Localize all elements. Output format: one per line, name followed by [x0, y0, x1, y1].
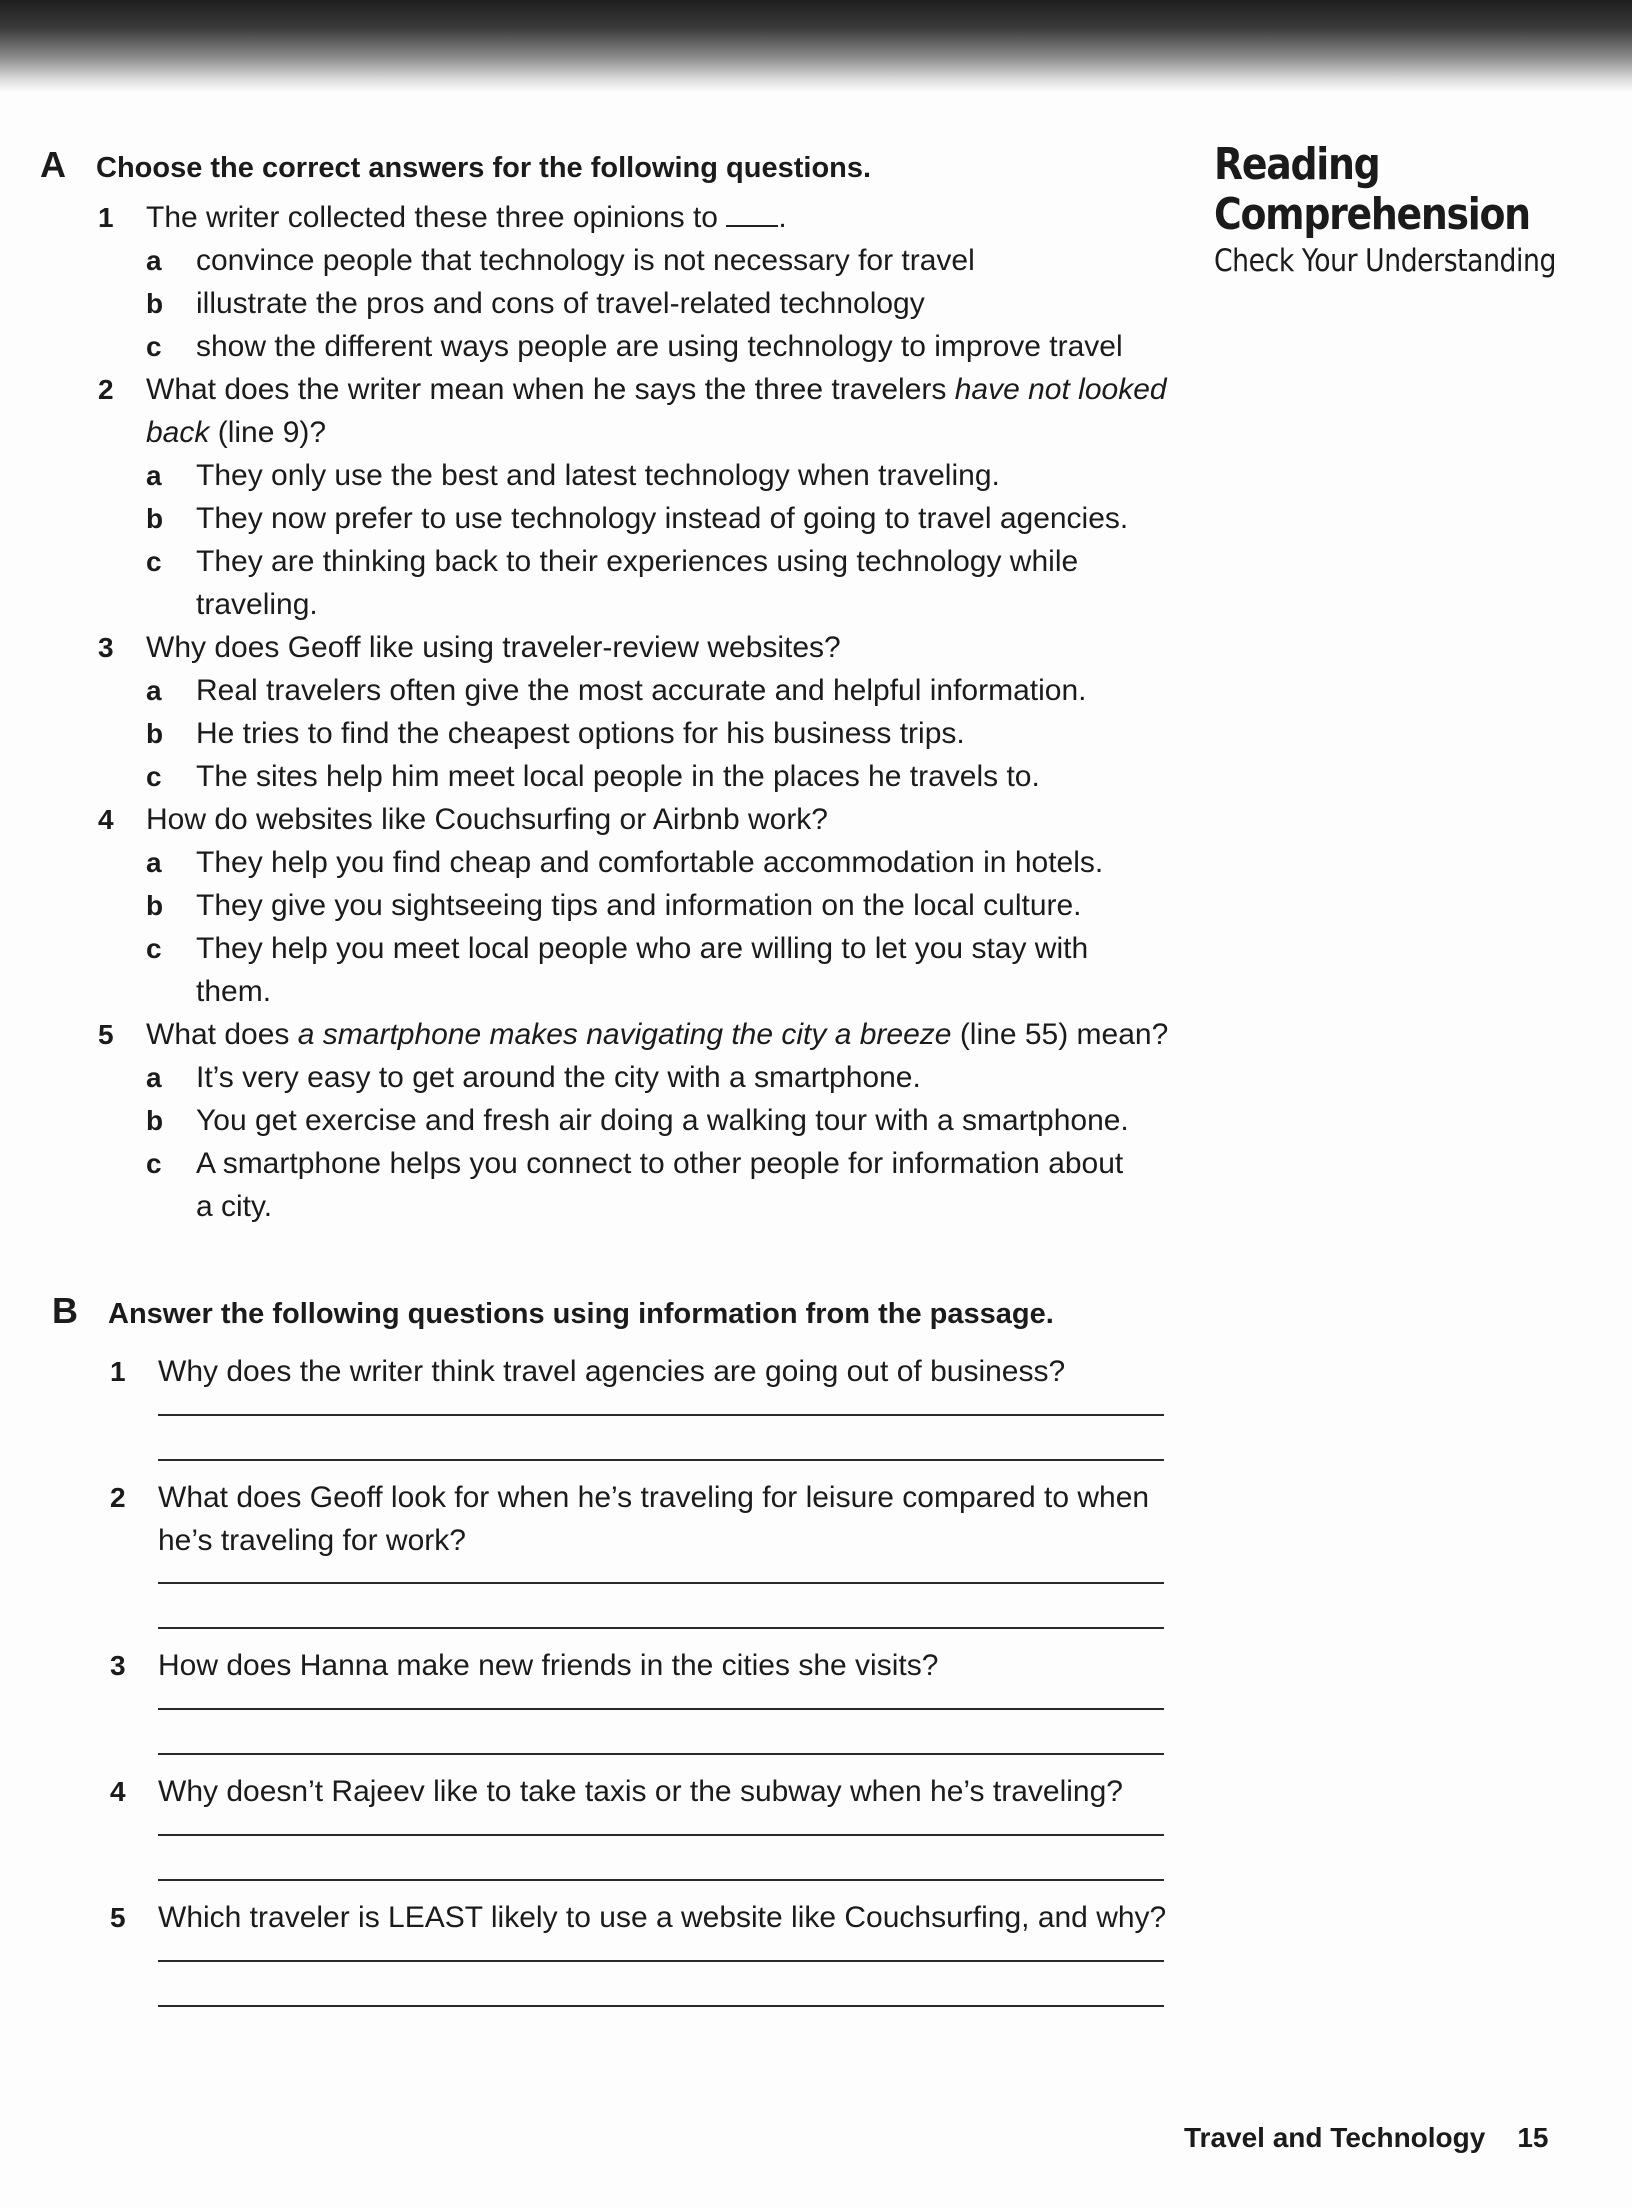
option-letter: a — [146, 1062, 162, 1093]
answer-line[interactable] — [158, 1414, 1164, 1416]
answer-line[interactable] — [158, 1960, 1164, 1962]
question-text-part: (line 55) mean? — [959, 1018, 1169, 1051]
sidebar-title-line1: Reading — [1214, 139, 1380, 190]
page-footer — [1184, 2122, 1548, 2154]
section-letter: A — [40, 144, 66, 185]
answer-line[interactable] — [158, 1459, 1164, 1461]
option-c[interactable] — [146, 540, 1190, 626]
question-text: How does Hanna make new friends in the cities she visits? — [158, 1649, 939, 1682]
question-text-part: What does — [146, 1018, 290, 1051]
question-number: 3 — [98, 632, 114, 663]
option-letter: b — [146, 503, 164, 534]
question-text-part: . — [778, 201, 787, 234]
option-c[interactable] — [146, 927, 1190, 1013]
question-number: 3 — [110, 1650, 126, 1681]
question-text: Why does Geoff like using traveler-review websites? — [146, 631, 841, 664]
question-text: How do websites like Couchsurfing or Airbnb work? — [146, 803, 828, 836]
option-text: convince people that technology is not necessary for travel — [196, 244, 975, 277]
option-b[interactable] — [146, 497, 1190, 540]
answer-line[interactable] — [158, 1708, 1164, 1710]
option-letter: a — [146, 847, 162, 878]
page-number: 15 — [1517, 2122, 1549, 2153]
short-answer-question-3 — [52, 1636, 1202, 1762]
short-answer-question-2 — [52, 1468, 1202, 1636]
option-text: Real travelers often give the most accurate and helpful information. — [196, 674, 1087, 707]
sidebar-title-line2: Comprehension — [1214, 189, 1530, 240]
option-b[interactable] — [146, 884, 1190, 927]
option-letter: b — [146, 288, 164, 319]
section-a-header — [40, 144, 1190, 196]
question-number: 5 — [110, 1902, 126, 1933]
option-text: You get exercise and fresh air doing a walking tour with a smartphone. — [196, 1104, 1129, 1137]
question-number: 2 — [98, 374, 114, 405]
option-text: He tries to find the cheapest options for his business trips. — [196, 717, 965, 750]
question-text-part: What does the writer mean when he says the three travelers — [146, 373, 947, 406]
option-a[interactable] — [146, 1056, 1190, 1099]
option-letter: c — [146, 546, 162, 577]
question-text — [146, 368, 1190, 454]
option-c[interactable] — [146, 1142, 1190, 1228]
section-b — [52, 1290, 1202, 2014]
question-number: 4 — [98, 804, 114, 835]
option-letter: c — [146, 933, 162, 964]
question-2 — [40, 368, 1190, 626]
option-a[interactable] — [146, 239, 1190, 282]
answer-line[interactable] — [158, 2005, 1164, 2007]
option-text: They only use the best and latest technology when traveling. — [196, 459, 1000, 492]
option-letter: b — [146, 718, 164, 749]
question-text: Why does the writer think travel agencies are going out of business? — [158, 1355, 1066, 1388]
option-b[interactable] — [146, 1099, 1190, 1142]
option-text: They help you find cheap and comfortable accommodation in hotels. — [196, 846, 1104, 879]
option-text: The sites help him meet local people in the places he travels to. — [196, 760, 1040, 793]
question-text: Why doesn’t Rajeev like to take taxis or the subway when he’s traveling? — [158, 1775, 1123, 1808]
question-text-part: The writer collected these three opinions to — [146, 201, 718, 234]
section-title: Answer the following questions using information from the passage. — [108, 1298, 1054, 1330]
short-answer-question-1 — [52, 1342, 1202, 1468]
question-quote: a smartphone makes navigating the city a breeze — [297, 1018, 952, 1051]
answer-line[interactable] — [158, 1753, 1164, 1755]
question-text — [146, 1013, 1190, 1056]
option-a[interactable] — [146, 454, 1190, 497]
question-text — [146, 196, 1190, 239]
question-text: Which traveler is LEAST likely to use a website like Couchsurfing, and why? — [158, 1901, 1167, 1934]
sidebar-subtitle: Check Your Understanding — [1214, 243, 1556, 279]
question-number: 1 — [110, 1356, 126, 1387]
option-b[interactable] — [146, 712, 1190, 755]
section-b-header — [52, 1290, 1202, 1342]
option-text: They are thinking back to their experiences using technology while traveling. — [196, 545, 1079, 621]
option-letter: a — [146, 245, 162, 276]
answer-blank — [726, 201, 778, 227]
option-text: They now prefer to use technology instead of going to travel agencies. — [196, 502, 1129, 535]
question-4 — [40, 798, 1190, 1013]
option-letter: a — [146, 675, 162, 706]
option-text: illustrate the pros and cons of travel-related technology — [196, 287, 925, 320]
option-letter: b — [146, 890, 164, 921]
section-title: Choose the correct answers for the following questions. — [96, 152, 872, 184]
question-text: What does Geoff look for when he’s traveling for leisure compared to when he’s traveling for work? — [158, 1481, 1150, 1557]
question-5 — [40, 1013, 1190, 1228]
option-b[interactable] — [146, 282, 1190, 325]
answer-line[interactable] — [158, 1834, 1164, 1836]
option-letter: c — [146, 1148, 162, 1179]
section-a — [40, 144, 1190, 1228]
option-text: It’s very easy to get around the city with a smartphone. — [196, 1061, 921, 1094]
option-text: A smartphone helps you connect to other people for information about a city. — [196, 1147, 1124, 1223]
question-number: 5 — [98, 1019, 114, 1050]
option-text: show the different ways people are using technology to improve travel — [196, 330, 1123, 363]
option-c[interactable] — [146, 325, 1190, 368]
question-3 — [40, 626, 1190, 798]
question-1 — [40, 196, 1190, 368]
option-letter: c — [146, 761, 162, 792]
answer-line[interactable] — [158, 1879, 1164, 1881]
unit-title: Travel and Technology — [1184, 2122, 1486, 2153]
sidebar-heading — [1214, 140, 1614, 280]
question-number: 4 — [110, 1776, 126, 1807]
option-letter: c — [146, 331, 162, 362]
question-text-part: (line 9)? — [217, 416, 327, 449]
option-a[interactable] — [146, 841, 1190, 884]
question-number: 1 — [98, 202, 114, 233]
option-letter: a — [146, 460, 162, 491]
question-number: 2 — [110, 1482, 126, 1513]
question-quote: have not looked back — [146, 373, 1167, 449]
option-text: They help you meet local people who are willing to let you stay with them. — [196, 932, 1089, 1008]
section-letter: B — [52, 1290, 78, 1331]
answer-line[interactable] — [158, 1627, 1164, 1629]
option-c[interactable] — [146, 755, 1190, 798]
option-letter: b — [146, 1105, 164, 1136]
answer-line[interactable] — [158, 1582, 1164, 1584]
scan-top-shadow — [0, 0, 1632, 92]
short-answer-question-4 — [52, 1762, 1202, 1888]
option-text: They give you sightseeing tips and information on the local culture. — [196, 889, 1082, 922]
short-answer-question-5 — [52, 1888, 1202, 2014]
option-a[interactable] — [146, 669, 1190, 712]
